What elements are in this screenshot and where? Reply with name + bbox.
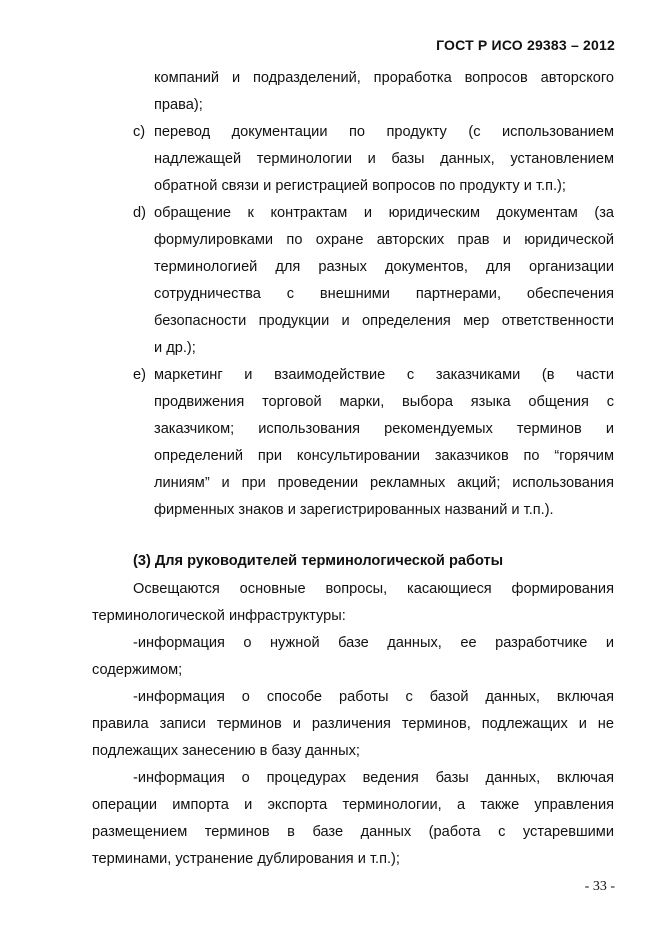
list-marker: c): [133, 124, 146, 140]
list-line: права);: [154, 97, 203, 113]
bullet-line: -информация о процедурах ведения базы данных, включая: [133, 770, 614, 786]
list-marker: d): [133, 205, 146, 221]
list-line: определений при консультировании заказчиков по “горячим: [154, 448, 614, 464]
paragraph-line: Освещаются основные вопросы, касающиеся формирования: [133, 581, 614, 597]
list-line: маркетинг и взаимодействие с заказчиками (в части: [154, 367, 614, 383]
list-line: перевод документации по продукту (с использованием: [154, 124, 614, 140]
list-line: надлежащей терминологии и базы данных, установлением: [154, 151, 614, 167]
list-line: линиям” и при проведении рекламных акций; использования: [154, 475, 614, 491]
list-line: компаний и подразделений, проработка вопросов авторского: [154, 70, 614, 86]
bullet-line: правила записи терминов и различения терминов, подлежащих и не: [92, 716, 614, 732]
bullet-line: операции импорта и экспорта терминологии, а также управления: [92, 797, 614, 813]
list-line: и др.);: [154, 340, 196, 356]
list-line: обратной связи и регистрацией вопросов по продукту и т.п.);: [154, 178, 566, 194]
section-heading: (3) Для руководителей терминологической работы: [133, 553, 504, 569]
list-line: продвижения торговой марки, выбора языка общения с: [154, 394, 614, 410]
bullet-line: размещением терминов в базе данных (работа с устаревшими: [92, 824, 614, 840]
bullet-line: -информация о нужной базе данных, ее разработчике и: [133, 635, 614, 651]
bullet-line: содержимом;: [92, 662, 183, 678]
bullet-line: подлежащих занесению в базу данных;: [92, 743, 360, 759]
bullet-line: -информация о способе работы с базой данных, включая: [133, 689, 614, 705]
list-line: обращение к контрактам и юридическим документам (за: [154, 205, 614, 221]
paragraph-line: терминологической инфраструктуры:: [92, 608, 346, 624]
page-header: ГОСТ Р ИСО 29383 – 2012: [436, 37, 615, 53]
list-line: безопасности продукции и определения мер ответственности: [154, 313, 614, 329]
list-line: фирменных знаков и зарегистрированных названий и т.п.).: [154, 502, 554, 518]
bullet-line: терминами, устранение дублирования и т.п.);: [92, 851, 400, 867]
list-line: сотрудничества с внешними партнерами, обеспечения: [154, 286, 614, 302]
list-line: терминологией для разных документов, для организации: [154, 259, 614, 275]
list-line: формулировками по охране авторских прав и юридической: [154, 232, 614, 248]
list-marker: e): [133, 367, 146, 383]
list-line: заказчиком; использования рекомендуемых терминов и: [154, 421, 614, 437]
page-number: - 33 -: [584, 879, 615, 894]
